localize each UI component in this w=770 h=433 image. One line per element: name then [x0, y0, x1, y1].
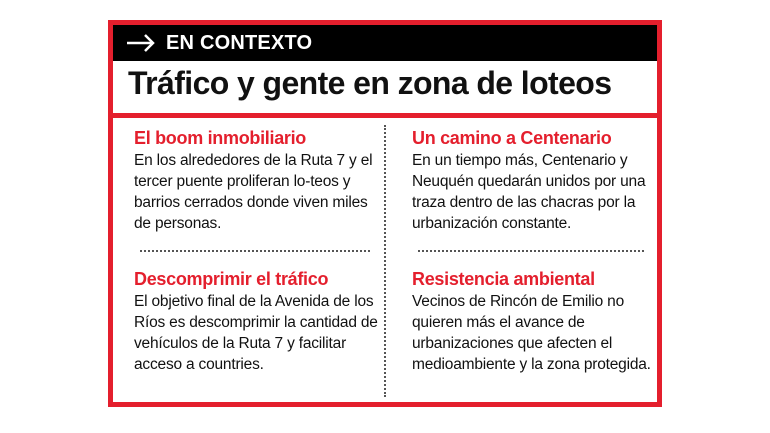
section-body: En un tiempo más, Centenario y Neuquén quedarán unidos por una traza dentro de las chacras por la urbanización constante. [412, 152, 646, 232]
section-heading: Un camino a Centenario [412, 128, 612, 148]
kicker-bar [113, 25, 657, 61]
section-body: El objetivo final de la Avenida de los Ríos es descomprimir la cantidad de vehículos de la Ruta 7 y facilitar acceso a countries. [134, 293, 378, 373]
section-camino [412, 127, 660, 234]
section-heading: El boom inmobiliario [134, 128, 307, 148]
column-divider [384, 125, 386, 397]
kicker-label: EN CONTEXTO [166, 31, 313, 54]
row-divider-left [140, 250, 370, 252]
section-trafico [134, 268, 382, 375]
section-body: En los alrededores de la Ruta 7 y el tercer puente proliferan lo-teos y barrios cerrados donde viven miles de personas. [134, 152, 373, 232]
page-title: Tráfico y gente en zona de loteos [128, 65, 612, 101]
section-resistencia [412, 268, 660, 375]
section-boom [134, 127, 382, 234]
title-divider [113, 113, 657, 118]
arrow-right-icon [126, 33, 156, 53]
section-heading: Descomprimir el tráfico [134, 269, 329, 289]
section-heading: Resistencia ambiental [412, 269, 595, 289]
row-divider-right [418, 250, 644, 252]
context-box [108, 20, 662, 407]
section-body: Vecinos de Rincón de Emilio no quieren más el avance de urbanizaciones que afecten el medioambiente y la zona protegida. [412, 293, 651, 373]
